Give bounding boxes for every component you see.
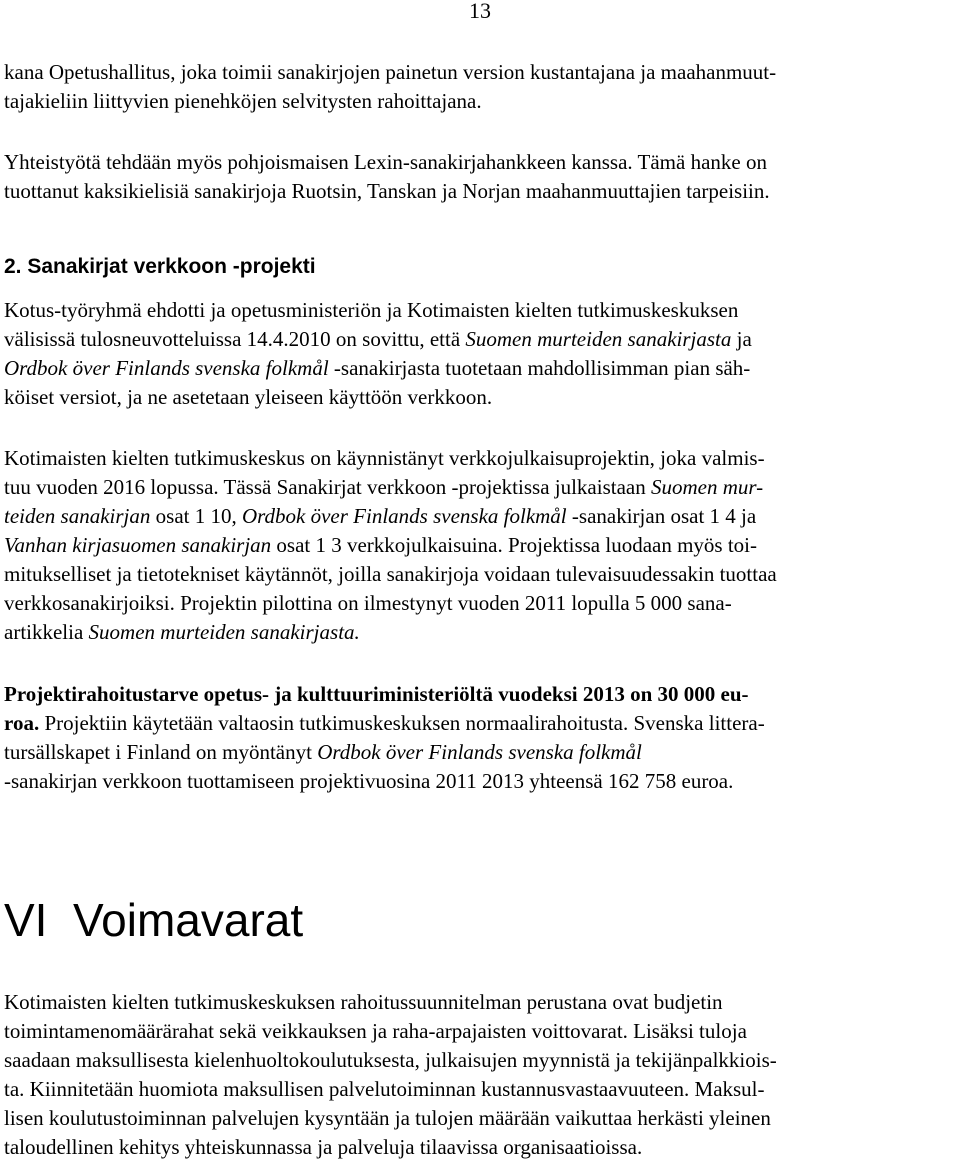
- text-line: taloudellinen kehitys yhteiskunnassa ja palveluja tilaavissa organisaatioissa.: [4, 1135, 643, 1159]
- text-line: tajakieliin liittyvien pienehköjen selvitysten rahoittajana.: [4, 89, 482, 113]
- text-line: Kotimaisten kielten tutkimuskeskus on käynnistänyt verkkojulkaisuprojektin, joka valmis-: [4, 446, 765, 470]
- paragraph-4: [4, 444, 954, 647]
- text-line: kana Opetushallitus, joka toimii sanakirjojen painetun version kustantajana ja maahanmuut-: [4, 60, 777, 84]
- text-line: [4, 325, 954, 354]
- section-heading: 2. Sanakirjat verkkoon -projekti: [4, 255, 316, 278]
- text-line: [4, 354, 954, 383]
- page-number: 13: [469, 0, 491, 23]
- text-run: tuu vuoden 2016 lopussa. Tässä Sanakirjat verkkoon -projektissa julkaistaan: [4, 475, 651, 499]
- text-line: [4, 473, 954, 502]
- text-run: tursällskapet i Finland on myöntänyt: [4, 740, 318, 764]
- text-line: Kotimaisten kielten tutkimuskeskuksen rahoitussuunnitelman perustana ovat budjetin: [4, 990, 723, 1014]
- text-run: -sanakirjasta tuotetaan mahdollisimman pian säh-: [328, 356, 751, 380]
- paragraph-1: [4, 58, 954, 116]
- text-line: verkkosanakirjoiksi. Projektin pilottina on ilmestynyt vuoden 2011 lopulla 5 000 sana-: [4, 591, 732, 615]
- italic-title: Ordbok över Finlands svenska folkmål: [4, 356, 329, 380]
- text-line: [4, 531, 954, 560]
- italic-title: Suomen mur-: [651, 475, 764, 499]
- text-line: saadaan maksullisesta kielenhuoltokoulutuksesta, julkaisujen myynnistä ja tekijänpalkkiois-: [4, 1048, 777, 1072]
- text-line: köiset versiot, ja ne asetetaan yleiseen käyttöön verkkoon.: [4, 385, 493, 409]
- italic-title: Suomen murteiden sanakirjasta: [465, 327, 732, 351]
- text-run: artikkelia: [4, 620, 89, 644]
- text-line: ta. Kiinnitetään huomiota maksullisen palvelutoiminnan kustannusvastaavuuteen. Maksul-: [4, 1077, 765, 1101]
- text-line: mitukselliset ja tietotekniset käytännöt, joilla sanakirjoja voidaan tulevaisuudessakin tuottaa: [4, 562, 777, 586]
- text-run: Projektiin käytetään valtaosin tutkimuskeskuksen normaalirahoitusta. Svenska littera-: [39, 711, 765, 735]
- italic-title: Ordbok över Finlands svenska folkmål: [317, 740, 642, 764]
- text-line: -sanakirjan verkkoon tuottamiseen projektivuosina 2011 2013 yhteensä 162 758 euroa.: [4, 769, 734, 793]
- italic-title: Suomen murteiden sanakirjasta.: [88, 620, 360, 644]
- text-line: [4, 502, 954, 531]
- text-line: lisen koulutustoiminnan palvelujen kysyntään ja tulojen määrään vaikuttaa herkästi yleinen: [4, 1106, 771, 1130]
- text-line: tuottanut kaksikielisiä sanakirjoja Ruotsin, Tanskan ja Norjan maahanmuuttajien tarpeisiin.: [4, 179, 770, 203]
- text-run: osat 1 3 verkkojulkaisuina. Projektissa luodaan myös toi-: [271, 533, 758, 557]
- italic-title: Vanhan kirjasuomen sanakirjan: [4, 533, 272, 557]
- text-run: välisissä tulosneuvotteluissa 14.4.2010 on sovittu, että: [4, 327, 466, 351]
- text-line: Projektirahoitustarve opetus- ja kulttuuriministeriöltä vuodeksi 2013 on 30 000 eu-: [4, 682, 749, 706]
- text-line: toimintamenomäärärahat sekä veikkauksen ja raha-arpajaisten voittovarat. Lisäksi tuloja: [4, 1019, 747, 1043]
- text-line: Kotus-työryhmä ehdotti ja opetusministeriön ja Kotimaisten kielten tutkimuskeskuksen: [4, 298, 739, 322]
- text-line: [4, 738, 954, 767]
- text-line: Yhteistyötä tehdään myös pohjoismaisen Lexin-sanakirjahankkeen kanssa. Tämä hanke on: [4, 150, 767, 174]
- paragraph-6: [4, 988, 954, 1162]
- bold-run: roa.: [4, 711, 40, 735]
- paragraph-2: [4, 148, 954, 206]
- italic-title: Ordbok över Finlands svenska folkmål: [241, 504, 567, 528]
- text-line: [4, 709, 954, 738]
- chapter-heading: VI Voimavarat: [4, 894, 304, 946]
- text-run: -sanakirjan osat 1 4 ja: [566, 504, 757, 528]
- text-run: ja: [731, 327, 752, 351]
- text-run: osat 1 10,: [150, 504, 242, 528]
- paragraph-3: [4, 296, 954, 412]
- italic-title: teiden sanakirjan: [4, 504, 151, 528]
- paragraph-5: [4, 680, 954, 796]
- text-line: [4, 618, 954, 647]
